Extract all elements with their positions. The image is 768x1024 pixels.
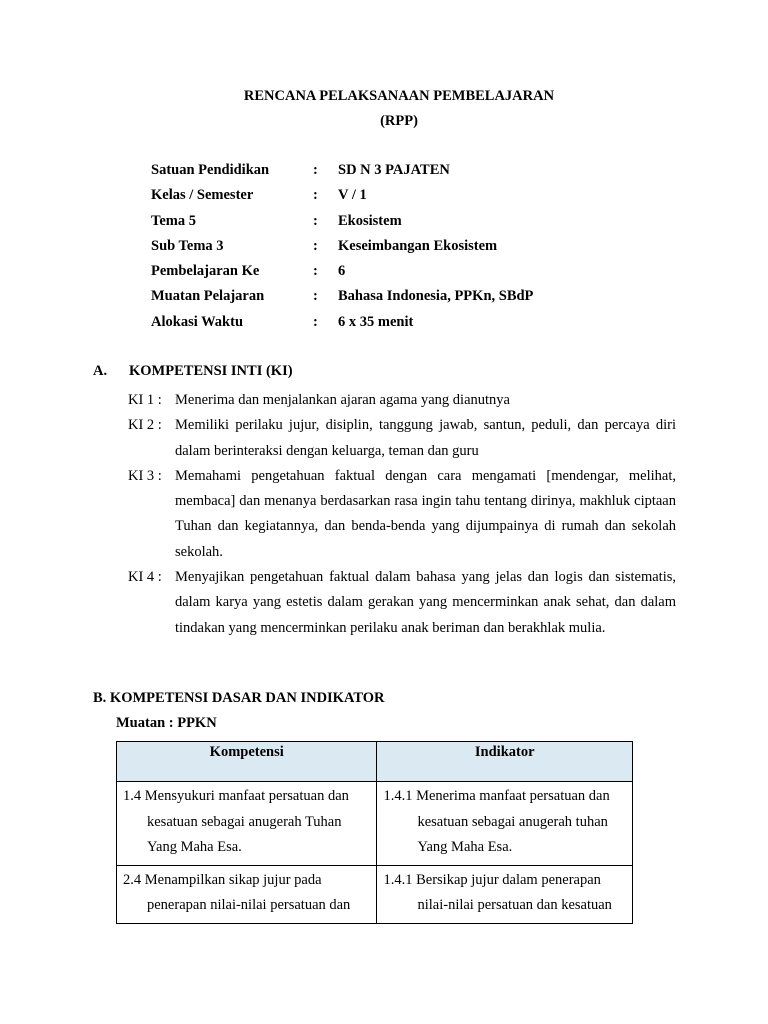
identity-label: Kelas / Semester bbox=[151, 187, 254, 204]
table-cell-kompetensi bbox=[117, 865, 377, 923]
ki-list bbox=[128, 388, 676, 641]
document-title: RENCANA PELAKSANAAN PEMBELAJARAN bbox=[243, 88, 555, 104]
identity-value: 6 bbox=[338, 263, 346, 280]
table-row bbox=[117, 865, 633, 923]
table-header-row bbox=[117, 742, 633, 782]
identity-row-satuan bbox=[151, 162, 691, 187]
cell-line: kesatuan sebagai anugerah Tuhan bbox=[147, 813, 342, 830]
section-a-heading bbox=[93, 363, 693, 380]
table-header-indikator: Indikator bbox=[377, 742, 633, 782]
identity-colon: : bbox=[313, 187, 318, 204]
table-header-kompetensi: Kompetensi bbox=[117, 742, 377, 782]
identity-row-pembelajaran bbox=[151, 263, 691, 288]
ki-text: Memiliki perilaku jujur, disiplin, tanggung jawab, santun, peduli, dan percaya diri dalam berinteraksi dengan keluarga, teman dan guru bbox=[175, 417, 676, 459]
identity-colon: : bbox=[313, 162, 318, 178]
cell-line: 1.4 Mensyukuri manfaat persatuan dan bbox=[123, 788, 349, 804]
ki-text: Memahami pengetahuan faktual dengan cara mengamati [mendengar, melihat, membaca] dan menanya berdasarkan rasa ingin tahu tentang dirinya, makhluk ciptaan Tuhan dan kegiatannya, dan benda-benda yang dijumpainya di rumah dan sekolah sekolah. bbox=[175, 467, 676, 560]
cell-line: 2.4 Menampilkan sikap jujur pada bbox=[123, 871, 322, 888]
identity-colon: : bbox=[313, 288, 318, 305]
identity-value: Ekosistem bbox=[338, 212, 402, 229]
identity-label: Satuan Pendidikan bbox=[151, 162, 270, 178]
ki-code: KI 3 : bbox=[128, 467, 162, 484]
identity-label: Sub Tema 3 bbox=[151, 237, 224, 254]
cell-line: Yang Maha Esa. bbox=[417, 839, 513, 855]
identity-row-subtema bbox=[151, 238, 691, 263]
identity-colon: : bbox=[313, 263, 318, 280]
identity-row-tema bbox=[151, 213, 691, 238]
identity-label: Muatan Pelajaran bbox=[151, 288, 265, 305]
cell-line: penerapan nilai-nilai persatuan dan bbox=[147, 897, 351, 913]
identity-colon: : bbox=[313, 212, 318, 229]
muatan-label: Muatan : PPKN bbox=[116, 715, 217, 731]
section-a-title: KOMPETENSI INTI (KI) bbox=[129, 363, 293, 379]
table-row bbox=[117, 782, 633, 866]
section-a-number: A. bbox=[93, 363, 108, 379]
identity-label: Pembelajaran Ke bbox=[151, 263, 260, 280]
identity-value: V / 1 bbox=[338, 187, 367, 204]
identity-value: 6 x 35 menit bbox=[338, 313, 414, 330]
identity-colon: : bbox=[313, 313, 318, 330]
ki-item-1 bbox=[128, 388, 676, 413]
ki-code: KI 2 : bbox=[128, 417, 162, 434]
table-cell-indikator bbox=[377, 782, 633, 866]
ki-item-2 bbox=[128, 413, 676, 464]
identity-value: Bahasa Indonesia, PPKn, SBdP bbox=[338, 288, 534, 305]
cell-line: 1.4.1 Menerima manfaat persatuan dan bbox=[383, 788, 610, 804]
identity-colon: : bbox=[313, 237, 318, 254]
identity-label: Tema 5 bbox=[151, 212, 196, 229]
kompetensi-table bbox=[116, 741, 633, 924]
ki-item-4 bbox=[128, 565, 676, 641]
identity-label: Alokasi Waktu bbox=[151, 313, 244, 330]
cell-line: Yang Maha Esa. bbox=[147, 839, 242, 855]
identity-row-alokasi bbox=[151, 314, 691, 339]
cell-line: 1.4.1 Bersikap jujur dalam penerapan bbox=[383, 871, 601, 888]
cell-line: kesatuan sebagai anugerah tuhan bbox=[417, 813, 608, 830]
identity-value: SD N 3 PAJATEN bbox=[338, 162, 450, 178]
identity-row-kelas bbox=[151, 187, 691, 212]
table-cell-kompetensi bbox=[117, 782, 377, 866]
cell-line: nilai-nilai persatuan dan kesatuan bbox=[417, 897, 612, 913]
ki-text: Menyajikan pengetahuan faktual dalam bahasa yang jelas dan logis dan sistematis, dalam karya yang estetis dalam gerakan yang mencerminkan anak sehat, dan dalam tindakan yang mencerminkan perilaku anak beriman dan berakhlak mulia. bbox=[175, 569, 676, 636]
section-b-heading: B. KOMPETENSI DASAR DAN INDIKATOR bbox=[93, 690, 385, 706]
ki-code: KI 4 : bbox=[128, 569, 162, 586]
identity-block bbox=[151, 162, 691, 339]
ki-code: KI 1 : bbox=[128, 392, 162, 408]
ki-text: Menerima dan menjalankan ajaran agama yang dianutnya bbox=[175, 392, 510, 408]
identity-row-muatan bbox=[151, 288, 691, 313]
table-cell-indikator bbox=[377, 865, 633, 923]
identity-value: Keseimbangan Ekosistem bbox=[338, 237, 498, 254]
document-subtitle: (RPP) bbox=[380, 113, 418, 129]
ki-item-3 bbox=[128, 464, 676, 565]
